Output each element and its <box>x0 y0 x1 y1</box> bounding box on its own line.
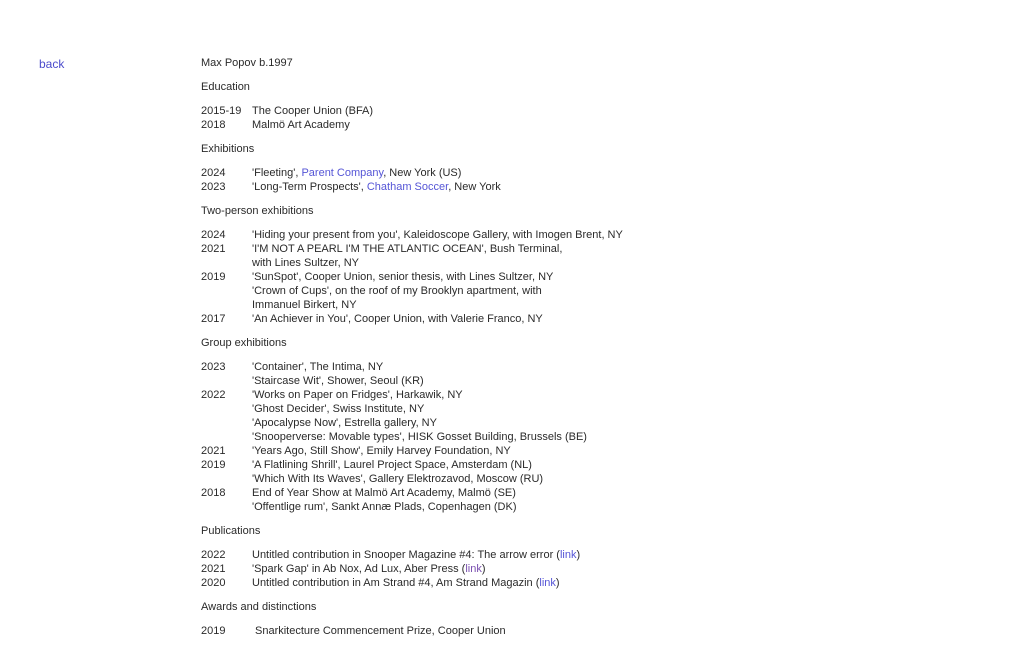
entry-detail <box>252 374 424 388</box>
entry-detail <box>252 402 424 416</box>
inline-link[interactable]: link <box>559 549 577 561</box>
entry-year: 2022 <box>201 549 226 561</box>
entry-detail <box>252 472 543 486</box>
entry-list <box>201 104 901 132</box>
entry-year: 2015-19 <box>201 105 242 117</box>
entry-text: , New York (US) <box>383 167 462 179</box>
entry-year: 2024 <box>201 167 226 179</box>
entry-text: 'Crown of Cups', on the roof of my Brooklyn apartment, with <box>252 285 542 297</box>
cv-entry <box>201 416 901 430</box>
entry-text: Untitled contribution in Snooper Magazine #4: The arrow error ( <box>252 549 560 561</box>
entry-detail <box>252 458 532 472</box>
entry-text: 'Works on Paper on Fridges', Harkawik, NY <box>252 389 463 401</box>
entry-text: The Cooper Union (BFA) <box>252 105 374 117</box>
back-navigation <box>39 57 64 71</box>
entry-list <box>201 624 901 638</box>
section-heading: Exhibitions <box>201 143 255 155</box>
cv-section <box>201 336 901 514</box>
entry-text: 'Spark Gap' in Ab Nox, Ad Lux, Aber Press ( <box>252 563 466 575</box>
cv-entry <box>201 360 901 374</box>
cv-entry <box>201 180 901 194</box>
entry-detail <box>252 312 543 326</box>
cv-sections <box>201 80 901 638</box>
cv-entry <box>201 472 901 486</box>
section-heading: Education <box>201 81 250 93</box>
entry-detail <box>252 284 542 298</box>
entry-text: 'Long-Term Prospects', <box>252 181 367 193</box>
entry-detail <box>252 180 501 194</box>
cv-entry <box>201 624 901 638</box>
entry-text: 'Fleeting', <box>252 167 302 179</box>
entry-year: 2019 <box>201 459 226 471</box>
cv-content <box>201 56 901 648</box>
entry-text: 'A Flatlining Shrill', Laurel Project Space, Amsterdam (NL) <box>252 459 532 471</box>
entry-year: 2018 <box>201 487 226 499</box>
section-heading: Awards and distinctions <box>201 601 317 613</box>
entry-text: ) <box>555 577 560 589</box>
cv-entry <box>201 562 901 576</box>
inline-link[interactable]: link <box>465 563 482 575</box>
entry-year: 2022 <box>201 389 226 401</box>
cv-section <box>201 80 901 132</box>
entry-list <box>201 228 901 326</box>
entry-list <box>201 548 901 590</box>
entry-detail <box>252 548 580 562</box>
section-heading: Publications <box>201 525 261 537</box>
entry-detail <box>252 444 511 458</box>
inline-link[interactable]: Chatham Soccer <box>366 181 449 193</box>
cv-entry <box>201 270 901 284</box>
cv-entry <box>201 374 901 388</box>
entry-year: 2018 <box>201 119 226 131</box>
entry-detail <box>252 360 383 374</box>
page-title: Max Popov b.1997 <box>201 57 293 69</box>
entry-detail <box>252 242 562 256</box>
entry-detail <box>252 576 560 590</box>
entry-year: 2021 <box>201 563 226 575</box>
entry-detail <box>252 500 516 514</box>
cv-entry <box>201 104 901 118</box>
cv-entry <box>201 284 901 298</box>
entry-text: 'Offentlige rum', Sankt Annæ Plads, Copenhagen (DK) <box>252 501 517 513</box>
entry-list <box>201 166 901 194</box>
entry-detail <box>252 298 357 312</box>
cv-entry <box>201 500 901 514</box>
cv-entry <box>201 430 901 444</box>
entry-text: 'Ghost Decider', Swiss Institute, NY <box>252 403 425 415</box>
entry-detail <box>252 486 516 500</box>
cv-entry <box>201 242 901 256</box>
entry-detail <box>252 270 553 284</box>
cv-entry <box>201 166 901 180</box>
entry-text: 'Years Ago, Still Show', Emily Harvey Foundation, NY <box>252 445 511 457</box>
entry-detail <box>252 416 437 430</box>
entry-text: Snarkitecture Commencement Prize, Cooper Union <box>255 625 506 637</box>
entry-year: 2023 <box>201 181 226 193</box>
entry-text: ) <box>576 549 581 561</box>
cv-entry <box>201 312 901 326</box>
entry-year: 2021 <box>201 445 226 457</box>
cv-section <box>201 600 901 638</box>
entry-year: 2023 <box>201 361 226 373</box>
entry-text: 'Staircase Wit', Shower, Seoul (KR) <box>252 375 424 387</box>
entry-text: 'Which With Its Waves', Gallery Elektrozavod, Moscow (RU) <box>252 473 544 485</box>
entry-text: End of Year Show at Malmö Art Academy, Malmö (SE) <box>252 487 516 499</box>
entry-detail <box>252 104 373 118</box>
entry-detail <box>252 228 623 242</box>
entry-text: 'Hiding your present from you', Kaleidoscope Gallery, with Imogen Brent, NY <box>252 229 623 241</box>
entry-detail <box>252 562 486 576</box>
entry-text: 'SunSpot', Cooper Union, senior thesis, with Lines Sultzer, NY <box>252 271 554 283</box>
entry-list <box>201 360 901 514</box>
section-heading: Group exhibitions <box>201 337 287 349</box>
cv-section <box>201 142 901 194</box>
inline-link[interactable]: Parent Company <box>301 167 384 179</box>
entry-text: , New York <box>448 181 501 193</box>
entry-detail <box>252 388 463 402</box>
entry-detail <box>252 430 587 444</box>
entry-text: Untitled contribution in Am Strand #4, Am Strand Magazin ( <box>252 577 540 589</box>
cv-section <box>201 524 901 590</box>
cv-entry <box>201 402 901 416</box>
entry-text: with Lines Sultzer, NY <box>252 257 359 269</box>
cv-entry <box>201 118 901 132</box>
entry-year: 2019 <box>201 625 226 637</box>
entry-text: 'Snooperverse: Movable types', HISK Gosset Building, Brussels (BE) <box>252 431 587 443</box>
entry-year: 2019 <box>201 271 226 283</box>
entry-year: 2020 <box>201 577 226 589</box>
entry-text: 'I'M NOT A PEARL I'M THE ATLANTIC OCEAN', Bush Terminal, <box>252 243 563 255</box>
cv-entry <box>201 298 901 312</box>
cv-entry <box>201 576 901 590</box>
section-heading: Two-person exhibitions <box>201 205 314 217</box>
cv-entry <box>201 444 901 458</box>
entry-text: ) <box>481 563 486 575</box>
entry-text: 'An Achiever in You', Cooper Union, with Valerie Franco, NY <box>252 313 543 325</box>
entry-text: Immanuel Birkert, NY <box>252 299 357 311</box>
cv-entry <box>201 548 901 562</box>
cv-entry <box>201 458 901 472</box>
entry-text: Malmö Art Academy <box>252 119 350 131</box>
cv-section <box>201 204 901 326</box>
entry-detail <box>252 166 461 180</box>
cv-entry <box>201 388 901 402</box>
back-link[interactable]: back <box>39 57 65 71</box>
cv-entry <box>201 256 901 270</box>
cv-entry <box>201 228 901 242</box>
entry-year: 2021 <box>201 243 226 255</box>
inline-link[interactable]: link <box>539 577 556 589</box>
entry-text: 'Apocalypse Now', Estrella gallery, NY <box>252 417 437 429</box>
entry-year: 2017 <box>201 313 226 325</box>
entry-text: 'Container', The Intima, NY <box>252 361 384 373</box>
entry-detail <box>255 624 506 638</box>
cv-entry <box>201 486 901 500</box>
entry-detail <box>252 256 359 270</box>
entry-detail <box>252 118 350 132</box>
entry-year: 2024 <box>201 229 226 241</box>
